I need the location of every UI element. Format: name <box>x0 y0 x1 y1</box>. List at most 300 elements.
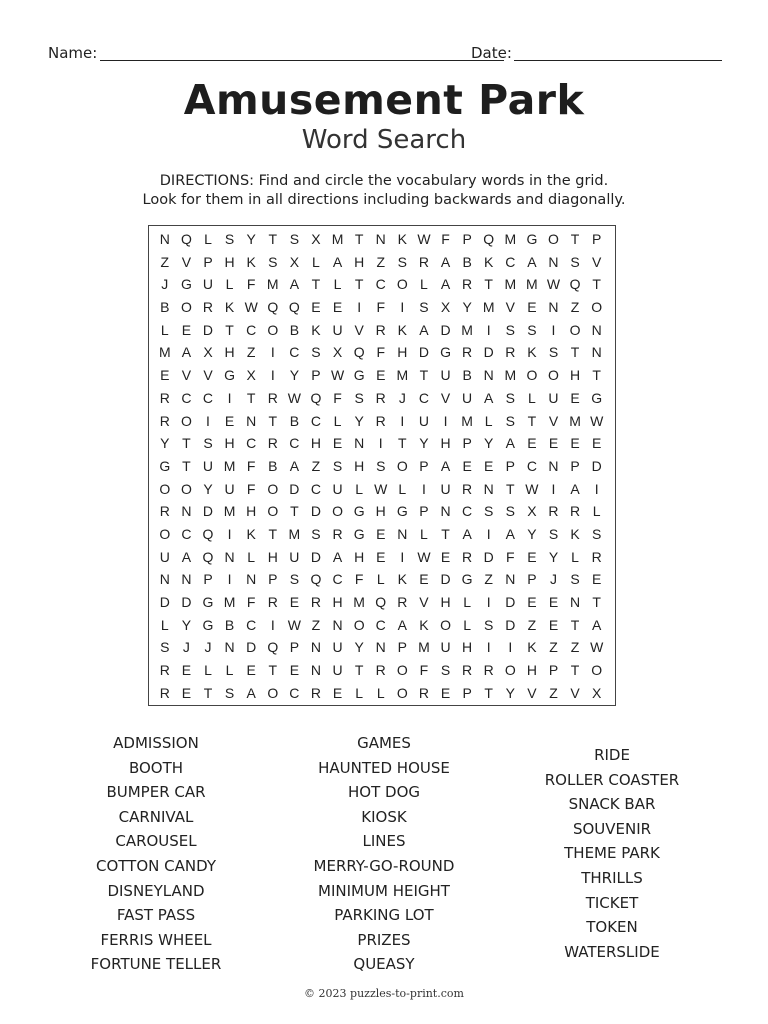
grid-cell[interactable]: L <box>160 321 169 338</box>
grid-cell[interactable]: C <box>526 457 537 474</box>
grid-cell[interactable]: C <box>310 412 322 429</box>
grid-cell[interactable]: M <box>482 299 495 316</box>
grid-cell[interactable]: S <box>484 503 494 520</box>
grid-cell[interactable]: S <box>289 231 300 247</box>
grid-cell[interactable]: N <box>224 639 235 656</box>
grid-cell[interactable]: N <box>483 367 494 384</box>
grid-cell[interactable]: M <box>223 594 236 610</box>
grid-cell[interactable]: O <box>504 662 516 679</box>
grid-cell[interactable]: J <box>161 276 169 293</box>
grid-cell[interactable]: B <box>160 299 170 316</box>
grid-cell[interactable]: W <box>417 231 431 247</box>
grid-cell[interactable]: T <box>354 662 364 679</box>
grid-cell[interactable]: X <box>527 503 537 520</box>
grid-cell[interactable]: T <box>290 503 299 520</box>
grid-cell[interactable]: X <box>440 299 451 316</box>
grid-cell[interactable]: D <box>159 594 170 610</box>
grid-cell[interactable]: O <box>180 299 192 316</box>
grid-cell[interactable]: E <box>527 299 537 316</box>
grid-cell[interactable]: Q <box>310 389 322 406</box>
grid-cell[interactable]: K <box>311 321 321 338</box>
grid-cell[interactable]: U <box>332 639 343 656</box>
grid-cell[interactable]: R <box>332 525 343 542</box>
grid-cell[interactable]: P <box>268 571 278 588</box>
grid-cell[interactable]: I <box>400 412 405 429</box>
grid-cell[interactable]: R <box>483 662 494 679</box>
grid-cell[interactable]: H <box>354 548 365 565</box>
grid-cell[interactable]: P <box>397 639 407 656</box>
grid-cell[interactable]: I <box>486 525 491 542</box>
grid-cell[interactable]: O <box>332 503 343 520</box>
grid-cell[interactable]: H <box>526 662 537 679</box>
grid-cell[interactable]: M <box>288 525 301 542</box>
grid-cell[interactable]: L <box>204 662 212 679</box>
grid-cell[interactable]: V <box>592 253 602 270</box>
grid-cell[interactable]: T <box>506 480 515 497</box>
grid-cell[interactable]: Q <box>353 344 365 361</box>
grid-cell[interactable]: P <box>548 662 559 679</box>
grid-cell[interactable]: T <box>570 344 580 361</box>
grid-cell[interactable]: X <box>246 367 256 384</box>
grid-cell[interactable]: D <box>289 480 300 497</box>
grid-cell[interactable]: F <box>246 480 256 497</box>
grid-cell[interactable]: O <box>159 480 171 497</box>
grid-cell[interactable]: L <box>527 389 536 406</box>
grid-cell[interactable]: C <box>289 344 300 361</box>
grid-cell[interactable]: O <box>396 276 408 293</box>
grid-cell[interactable]: O <box>569 321 581 338</box>
grid-cell[interactable]: B <box>462 367 472 384</box>
grid-cell[interactable]: H <box>332 594 343 610</box>
grid-cell[interactable]: R <box>397 594 408 610</box>
grid-cell[interactable]: D <box>181 594 192 610</box>
grid-cell[interactable]: P <box>289 639 300 656</box>
grid-cell[interactable]: S <box>224 684 235 701</box>
grid-cell[interactable]: S <box>397 253 407 270</box>
grid-cell[interactable]: R <box>462 480 473 497</box>
grid-cell[interactable]: W <box>417 548 431 565</box>
grid-cell[interactable]: Q <box>288 299 300 316</box>
grid-cell[interactable]: E <box>419 571 429 588</box>
grid-cell[interactable]: E <box>527 548 537 565</box>
grid-cell[interactable]: C <box>246 321 257 338</box>
grid-cell[interactable]: R <box>418 684 429 701</box>
grid-cell[interactable]: M <box>461 321 473 338</box>
grid-cell[interactable]: Q <box>267 299 279 316</box>
grid-cell[interactable]: I <box>357 299 362 316</box>
grid-cell[interactable]: K <box>527 344 537 361</box>
grid-cell[interactable]: F <box>376 344 386 361</box>
grid-cell[interactable]: D <box>418 344 429 361</box>
grid-cell[interactable]: O <box>440 616 451 633</box>
grid-cell[interactable]: N <box>159 571 170 588</box>
grid-cell[interactable]: I <box>227 571 232 588</box>
grid-cell[interactable]: O <box>591 662 603 679</box>
grid-cell[interactable]: Z <box>549 684 558 701</box>
grid-cell[interactable]: S <box>505 412 515 429</box>
grid-cell[interactable]: C <box>332 571 343 588</box>
grid-cell[interactable]: O <box>396 662 408 679</box>
grid-cell[interactable]: C <box>310 480 322 497</box>
grid-cell[interactable]: L <box>571 548 579 565</box>
grid-cell[interactable]: T <box>246 389 256 406</box>
grid-cell[interactable]: Z <box>549 639 558 656</box>
grid-cell[interactable]: O <box>159 525 171 542</box>
grid-cell[interactable]: T <box>570 662 580 679</box>
grid-cell[interactable]: Q <box>483 231 495 247</box>
grid-cell[interactable]: W <box>244 299 258 316</box>
grid-cell[interactable]: T <box>182 435 191 452</box>
grid-cell[interactable]: Q <box>375 594 387 610</box>
grid-cell[interactable]: O <box>548 231 559 247</box>
grid-cell[interactable]: H <box>440 594 451 610</box>
grid-cell[interactable]: D <box>505 594 516 610</box>
grid-cell[interactable]: C <box>246 616 257 633</box>
grid-cell[interactable]: H <box>224 435 235 452</box>
grid-cell[interactable]: E <box>181 321 192 338</box>
grid-cell[interactable]: H <box>310 435 322 452</box>
grid-cell[interactable]: Y <box>181 616 192 633</box>
grid-cell[interactable]: G <box>180 276 192 293</box>
grid-cell[interactable]: P <box>203 571 213 588</box>
grid-cell[interactable]: S <box>570 571 580 588</box>
grid-cell[interactable]: T <box>441 525 450 542</box>
grid-cell[interactable]: A <box>246 684 256 701</box>
grid-cell[interactable]: P <box>505 457 515 474</box>
grid-cell[interactable]: B <box>462 253 472 270</box>
grid-cell[interactable]: Y <box>484 435 494 452</box>
grid-cell[interactable]: Y <box>419 435 429 452</box>
grid-cell[interactable]: K <box>484 253 494 270</box>
grid-cell[interactable]: C <box>181 525 192 542</box>
grid-cell[interactable]: K <box>397 571 407 588</box>
grid-cell[interactable]: G <box>440 344 451 361</box>
grid-cell[interactable]: T <box>268 231 278 247</box>
grid-cell[interactable]: E <box>181 662 192 679</box>
grid-cell[interactable]: U <box>289 548 300 565</box>
grid-cell[interactable]: I <box>551 321 556 338</box>
grid-cell[interactable]: G <box>461 571 473 588</box>
grid-cell[interactable]: G <box>526 231 538 247</box>
grid-cell[interactable]: T <box>311 276 321 293</box>
grid-cell[interactable]: R <box>267 389 278 406</box>
grid-cell[interactable]: U <box>332 480 343 497</box>
grid-cell[interactable]: S <box>527 321 537 338</box>
grid-cell[interactable]: E <box>527 594 537 610</box>
grid-cell[interactable]: F <box>441 231 450 247</box>
grid-cell[interactable]: G <box>224 367 236 384</box>
grid-cell[interactable]: F <box>354 571 364 588</box>
grid-cell[interactable]: Q <box>267 639 279 656</box>
grid-cell[interactable]: D <box>440 571 451 588</box>
grid-cell[interactable]: K <box>246 253 256 270</box>
grid-cell[interactable]: E <box>311 299 321 316</box>
grid-cell[interactable]: K <box>527 639 537 656</box>
grid-cell[interactable]: R <box>375 412 386 429</box>
grid-cell[interactable]: P <box>462 435 472 452</box>
grid-cell[interactable]: U <box>159 548 170 565</box>
grid-cell[interactable]: U <box>332 662 343 679</box>
grid-cell[interactable]: L <box>333 276 342 293</box>
grid-cell[interactable]: D <box>310 548 322 565</box>
grid-cell[interactable]: A <box>397 616 407 633</box>
grid-cell[interactable]: K <box>419 616 429 633</box>
grid-cell[interactable]: V <box>181 253 192 270</box>
grid-cell[interactable]: F <box>246 276 256 293</box>
grid-cell[interactable]: D <box>246 639 257 656</box>
grid-cell[interactable]: H <box>462 639 473 656</box>
grid-cell[interactable]: U <box>224 480 235 497</box>
grid-cell[interactable]: C <box>246 435 257 452</box>
grid-cell[interactable]: B <box>289 321 300 338</box>
grid-cell[interactable]: D <box>202 321 214 338</box>
grid-cell[interactable]: Y <box>527 525 537 542</box>
grid-cell[interactable]: A <box>570 480 580 497</box>
grid-cell[interactable]: Z <box>246 344 256 361</box>
grid-cell[interactable]: O <box>180 412 192 429</box>
grid-cell[interactable]: I <box>551 480 556 497</box>
grid-cell[interactable]: J <box>182 639 190 656</box>
grid-cell[interactable]: B <box>289 412 300 429</box>
grid-cell[interactable]: A <box>527 253 537 270</box>
grid-cell[interactable]: T <box>570 231 580 247</box>
grid-cell[interactable]: U <box>548 389 559 406</box>
grid-cell[interactable]: C <box>375 616 386 633</box>
grid-cell[interactable]: A <box>332 253 343 270</box>
grid-cell[interactable]: H <box>375 503 386 520</box>
grid-cell[interactable]: J <box>204 639 212 656</box>
grid-cell[interactable]: X <box>289 253 300 270</box>
grid-cell[interactable]: L <box>355 684 364 701</box>
grid-cell[interactable]: T <box>203 684 213 701</box>
grid-cell[interactable]: E <box>376 525 386 542</box>
grid-cell[interactable]: R <box>570 503 581 520</box>
grid-cell[interactable]: G <box>591 389 603 406</box>
grid-cell[interactable]: V <box>203 367 213 384</box>
grid-cell[interactable]: L <box>312 253 320 270</box>
grid-cell[interactable]: L <box>420 276 428 293</box>
grid-cell[interactable]: P <box>419 503 429 520</box>
grid-cell[interactable]: H <box>224 344 235 361</box>
grid-cell[interactable]: G <box>353 525 365 542</box>
grid-cell[interactable]: I <box>206 412 210 429</box>
grid-cell[interactable]: C <box>418 389 429 406</box>
grid-cell[interactable]: L <box>355 480 364 497</box>
grid-cell[interactable]: G <box>396 503 408 520</box>
grid-cell[interactable]: E <box>527 435 537 452</box>
grid-cell[interactable]: A <box>462 525 472 542</box>
grid-cell[interactable]: N <box>224 548 235 565</box>
grid-cell[interactable]: E <box>462 457 472 474</box>
grid-cell[interactable]: O <box>267 684 279 701</box>
grid-cell[interactable]: I <box>508 639 513 656</box>
grid-cell[interactable]: L <box>463 616 471 633</box>
grid-cell[interactable]: N <box>505 571 516 588</box>
grid-cell[interactable]: Z <box>376 253 386 270</box>
grid-cell[interactable]: M <box>223 503 236 520</box>
grid-cell[interactable]: L <box>204 231 212 247</box>
grid-cell[interactable]: W <box>546 276 561 293</box>
grid-cell[interactable]: V <box>354 321 364 338</box>
grid-cell[interactable]: Y <box>548 548 559 565</box>
grid-cell[interactable]: V <box>505 299 515 316</box>
grid-cell[interactable]: M <box>504 231 517 247</box>
grid-cell[interactable]: Q <box>202 548 214 565</box>
grid-cell[interactable]: E <box>332 299 343 316</box>
grid-cell[interactable]: O <box>548 367 559 384</box>
grid-cell[interactable]: K <box>397 321 407 338</box>
grid-cell[interactable]: I <box>421 480 426 497</box>
grid-cell[interactable]: C <box>462 503 473 520</box>
grid-cell[interactable]: N <box>310 662 322 679</box>
grid-cell[interactable]: S <box>354 389 364 406</box>
grid-cell[interactable]: E <box>548 435 559 452</box>
grid-cell[interactable]: Y <box>246 231 256 247</box>
grid-cell[interactable]: S <box>311 525 321 542</box>
grid-cell[interactable]: N <box>246 571 257 588</box>
grid-cell[interactable]: W <box>330 367 345 384</box>
grid-cell[interactable]: I <box>270 367 275 384</box>
grid-cell[interactable]: R <box>462 344 473 361</box>
grid-cell[interactable]: W <box>525 480 539 497</box>
grid-cell[interactable]: T <box>527 412 537 429</box>
grid-cell[interactable]: T <box>354 276 364 293</box>
grid-cell[interactable]: E <box>592 435 602 452</box>
grid-cell[interactable]: A <box>419 321 429 338</box>
grid-cell[interactable]: L <box>225 276 234 293</box>
grid-cell[interactable]: V <box>440 389 451 406</box>
grid-cell[interactable]: R <box>505 344 516 361</box>
grid-cell[interactable]: V <box>527 684 537 701</box>
grid-cell[interactable]: I <box>227 389 232 406</box>
grid-cell[interactable]: E <box>376 367 386 384</box>
grid-cell[interactable]: T <box>570 616 580 633</box>
grid-cell[interactable]: D <box>310 503 322 520</box>
grid-cell[interactable]: G <box>202 616 214 633</box>
grid-cell[interactable]: L <box>160 616 169 633</box>
grid-cell[interactable]: T <box>182 457 191 474</box>
grid-cell[interactable]: I <box>486 594 491 610</box>
grid-cell[interactable]: C <box>289 435 300 452</box>
grid-cell[interactable]: P <box>462 684 472 701</box>
grid-cell[interactable]: D <box>591 457 602 474</box>
grid-cell[interactable]: T <box>484 684 493 701</box>
grid-cell[interactable]: R <box>591 548 602 565</box>
grid-cell[interactable]: G <box>159 457 171 474</box>
grid-cell[interactable]: L <box>592 503 601 520</box>
grid-cell[interactable]: O <box>267 503 279 520</box>
grid-cell[interactable]: P <box>570 457 580 474</box>
grid-cell[interactable]: A <box>440 276 451 293</box>
grid-cell[interactable]: Z <box>311 457 321 474</box>
grid-cell[interactable]: I <box>227 525 232 542</box>
grid-cell[interactable]: O <box>396 457 408 474</box>
grid-cell[interactable]: S <box>484 616 494 633</box>
grid-cell[interactable]: R <box>159 412 170 429</box>
grid-cell[interactable]: R <box>159 684 170 701</box>
grid-cell[interactable]: U <box>440 367 451 384</box>
grid-cell[interactable]: O <box>267 321 279 338</box>
grid-cell[interactable]: I <box>270 616 275 633</box>
grid-cell[interactable]: E <box>181 684 192 701</box>
grid-cell[interactable]: K <box>224 299 235 316</box>
grid-cell[interactable]: Z <box>570 639 580 656</box>
grid-cell[interactable]: U <box>202 457 214 474</box>
grid-cell[interactable]: X <box>592 684 602 701</box>
grid-cell[interactable]: L <box>463 594 471 610</box>
grid-cell[interactable]: K <box>397 231 407 247</box>
grid-cell[interactable]: R <box>159 503 170 520</box>
grid-cell[interactable]: R <box>159 389 170 406</box>
grid-cell[interactable]: E <box>376 548 386 565</box>
grid-cell[interactable]: S <box>332 457 343 474</box>
grid-cell[interactable]: M <box>158 344 171 361</box>
grid-cell[interactable]: N <box>548 457 559 474</box>
grid-cell[interactable]: I <box>594 480 599 497</box>
grid-cell[interactable]: M <box>526 276 538 293</box>
grid-cell[interactable]: I <box>486 321 491 338</box>
grid-cell[interactable]: V <box>181 367 192 384</box>
grid-cell[interactable]: R <box>418 253 429 270</box>
grid-cell[interactable]: H <box>354 253 365 270</box>
grid-cell[interactable]: O <box>180 480 192 497</box>
grid-cell[interactable]: N <box>159 231 170 247</box>
grid-cell[interactable]: L <box>225 662 234 679</box>
grid-cell[interactable]: T <box>419 367 429 384</box>
grid-cell[interactable]: T <box>268 662 278 679</box>
grid-cell[interactable]: L <box>484 412 493 429</box>
grid-cell[interactable]: M <box>504 276 517 293</box>
grid-cell[interactable]: E <box>548 594 559 610</box>
grid-cell[interactable]: N <box>332 616 343 633</box>
grid-cell[interactable]: S <box>311 344 321 361</box>
grid-cell[interactable]: S <box>505 321 515 338</box>
grid-cell[interactable]: W <box>287 616 301 633</box>
grid-cell[interactable]: Z <box>311 616 321 633</box>
grid-cell[interactable]: R <box>159 662 170 679</box>
grid-cell[interactable]: S <box>224 231 235 247</box>
grid-cell[interactable]: X <box>311 231 321 247</box>
grid-cell[interactable]: C <box>181 389 192 406</box>
grid-cell[interactable]: R <box>375 321 386 338</box>
grid-cell[interactable]: K <box>570 525 580 542</box>
grid-cell[interactable]: R <box>548 503 559 520</box>
grid-cell[interactable]: M <box>331 231 344 247</box>
grid-cell[interactable]: N <box>548 253 559 270</box>
grid-cell[interactable]: M <box>418 639 430 656</box>
grid-cell[interactable]: S <box>570 253 580 270</box>
grid-cell[interactable]: R <box>310 594 322 610</box>
grid-cell[interactable]: I <box>443 412 448 429</box>
grid-cell[interactable]: D <box>440 321 451 338</box>
grid-cell[interactable]: Z <box>527 616 537 633</box>
grid-cell[interactable]: D <box>483 344 494 361</box>
grid-cell[interactable]: R <box>462 548 473 565</box>
grid-cell[interactable]: N <box>591 321 602 338</box>
grid-cell[interactable]: U <box>440 639 451 656</box>
grid-cell[interactable]: A <box>505 525 515 542</box>
grid-cell[interactable]: T <box>354 231 364 247</box>
grid-cell[interactable]: L <box>420 525 428 542</box>
grid-cell[interactable]: B <box>268 457 278 474</box>
grid-cell[interactable]: X <box>332 344 343 361</box>
grid-cell[interactable]: S <box>548 525 559 542</box>
grid-cell[interactable]: O <box>396 684 408 701</box>
grid-cell[interactable]: M <box>504 367 517 384</box>
grid-cell[interactable]: N <box>354 435 365 452</box>
grid-cell[interactable]: H <box>267 548 278 565</box>
grid-cell[interactable]: N <box>375 639 386 656</box>
